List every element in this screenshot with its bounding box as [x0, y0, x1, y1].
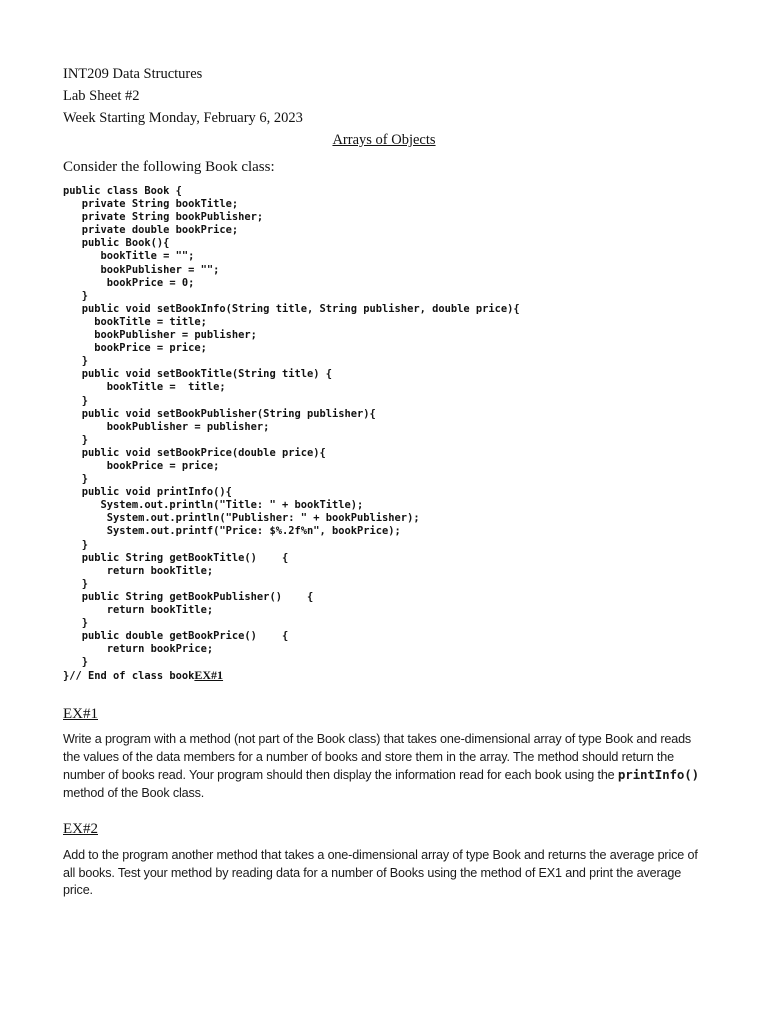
code-line: public Book(){ — [63, 237, 170, 250]
code-line: public String getBookPublisher() { — [63, 590, 314, 603]
code-last-line-suffix: EX#1 — [194, 668, 224, 683]
code-line: public String getBookTitle() { — [63, 551, 289, 564]
code-line: } — [63, 394, 89, 407]
code-line: public void printInfo(){ — [63, 486, 232, 499]
code-line: public void setBookPrice(double price){ — [63, 446, 326, 459]
intro-text: Consider the following Book class: — [63, 159, 275, 175]
code-line: bookTitle = ""; — [63, 250, 195, 263]
ex2-paragraph: Add to the program another method that takes a one-dimensional array of type Book and returns the average price of all books. Test your method by reading data for a number of Books using the method of EX1 and print the average price. — [63, 848, 698, 898]
code-block — [63, 185, 723, 684]
code-line: } — [63, 433, 89, 446]
code-last-line: }// End of class book — [63, 670, 195, 683]
code-line: bookPrice = 0; — [63, 276, 195, 289]
code-line: public void setBookTitle(String title) { — [63, 368, 332, 381]
ex1-text-after: method of the Book class. — [63, 786, 205, 801]
section-title-wrap — [0, 132, 768, 149]
code-line: bookTitle = title; — [63, 381, 226, 394]
code-line: bookPublisher = publisher; — [63, 329, 257, 342]
code-line: bookPublisher = ""; — [63, 263, 220, 276]
ex1-text-before: Write a program with a method (not part of the Book class) that takes one-dimensional array of type Book and reads the values of the data members for a number of books and store them in the array. The method should return the number of books read. Your program should then display the information read for each book using the — [63, 732, 692, 783]
code-line: System.out.println("Publisher: " + bookPublisher); — [63, 512, 420, 525]
code-line: public void setBookInfo(String title, String publisher, double price){ — [63, 302, 520, 315]
code-line: public void setBookPublisher(String publisher){ — [63, 407, 376, 420]
code-line: return bookTitle; — [63, 564, 214, 577]
course-title: INT209 Data Structures — [63, 66, 203, 82]
code-line: } — [63, 656, 89, 669]
code-line: bookPublisher = publisher; — [63, 420, 270, 433]
lab-sheet-number: Lab Sheet #2 — [63, 88, 140, 104]
code-line: bookTitle = title; — [63, 315, 207, 328]
code-line: public class Book { — [63, 185, 182, 197]
code-line: System.out.println("Title: " + bookTitle); — [63, 499, 364, 512]
ex1-heading: EX#1 — [63, 706, 98, 722]
code-line: } — [63, 577, 89, 590]
code-line: return bookPrice; — [63, 643, 214, 656]
week-date: Week Starting Monday, February 6, 2023 — [63, 110, 303, 126]
code-line: } — [63, 538, 89, 551]
code-line: private String bookPublisher; — [63, 211, 264, 224]
ex1-code-ref: printInfo() — [617, 767, 700, 783]
code-line: bookPrice = price; — [63, 459, 220, 472]
code-line: public double getBookPrice() { — [63, 630, 289, 643]
code-line: } — [63, 289, 89, 302]
section-title: Arrays of Objects — [332, 132, 436, 148]
code-line: System.out.printf("Price: $%.2f%n", bookPrice); — [63, 525, 401, 538]
code-line: } — [63, 355, 89, 368]
ex1-paragraph — [63, 731, 703, 803]
code-line: private String bookTitle; — [63, 198, 239, 211]
code-line: private double bookPrice; — [63, 224, 239, 237]
code-line: bookPrice = price; — [63, 342, 207, 355]
ex2-heading: EX#2 — [63, 821, 98, 837]
code-line: return bookTitle; — [63, 604, 214, 616]
code-line: } — [63, 473, 89, 486]
code-line: } — [63, 617, 89, 630]
